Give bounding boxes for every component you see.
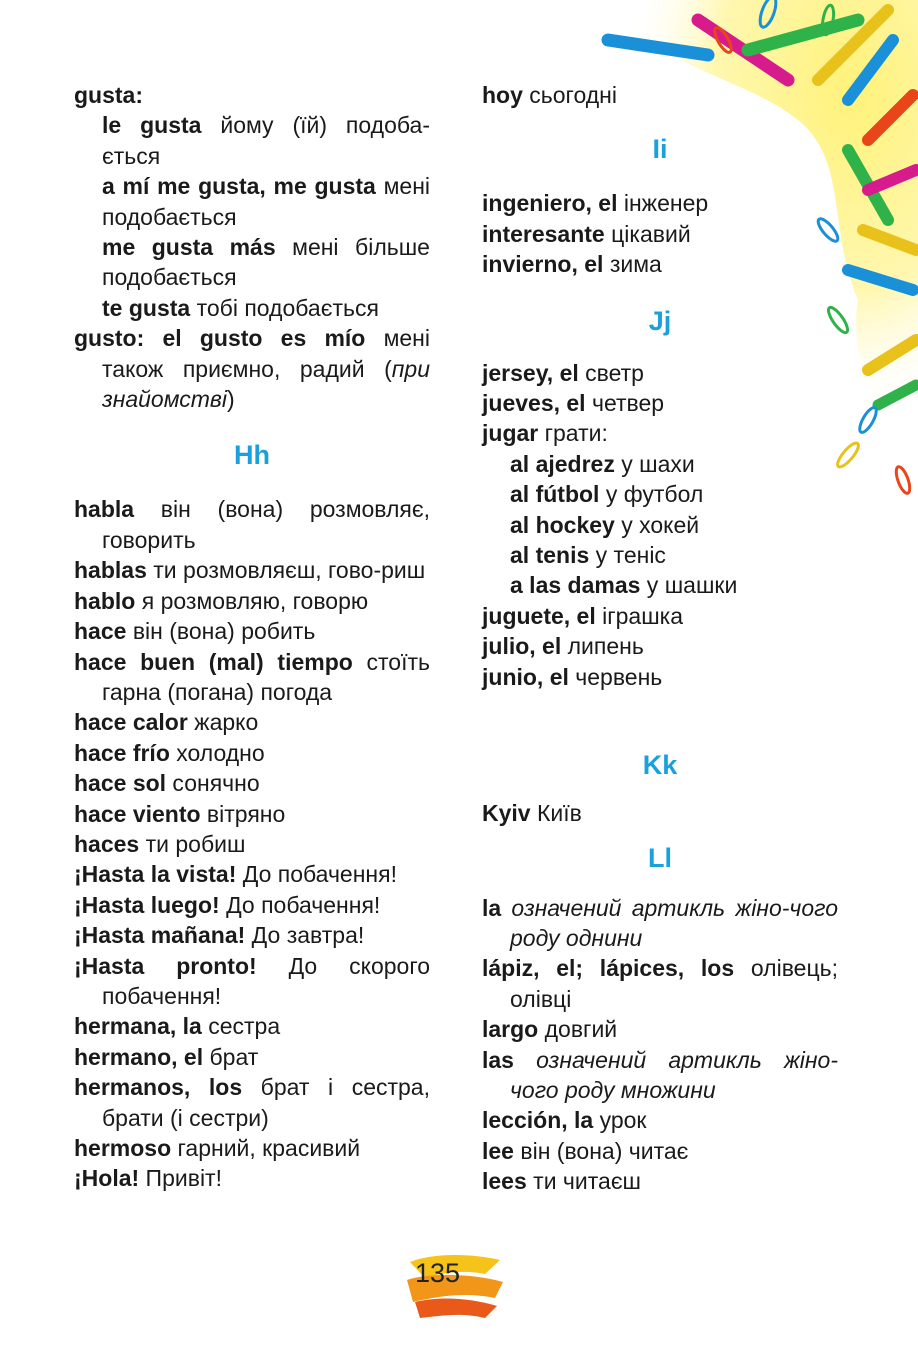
entry-headword: la <box>482 894 502 921</box>
dictionary-entry <box>482 798 838 828</box>
entry-headword: hablas <box>74 557 147 584</box>
entry-headword: ¡Hasta mañana! <box>74 922 246 949</box>
entry-headword: lees <box>482 1168 527 1195</box>
dictionary-entry <box>74 555 430 585</box>
dictionary-entry <box>482 1166 838 1196</box>
entry-translation: урок <box>593 1107 647 1134</box>
entry-translation: До побачення! <box>219 891 381 918</box>
entry-headword: hoy <box>482 82 523 108</box>
entry-headword: largo <box>482 1016 539 1043</box>
entry-headword: le gusta <box>102 112 202 139</box>
entry-translation: йому (їй) подоба-ється <box>102 112 430 169</box>
entries-h <box>74 494 430 1193</box>
section-heading-j: Jj <box>648 305 672 336</box>
dictionary-column-right <box>482 80 838 1197</box>
entry-headword: te gusta <box>102 294 191 321</box>
entry-translation: зима <box>603 251 662 278</box>
dictionary-entry <box>482 449 838 479</box>
entries-k <box>482 798 838 828</box>
entry-headword: ¡Hola! <box>74 1165 140 1192</box>
dictionary-entry <box>74 1011 430 1041</box>
dictionary-entry <box>74 829 430 859</box>
entry-headword: lee <box>482 1137 514 1164</box>
dictionary-entry <box>74 494 430 555</box>
dictionary-entry <box>74 951 430 1012</box>
entry-translation: четвер <box>585 390 665 417</box>
dictionary-entry <box>482 219 838 249</box>
dictionary-entry <box>482 1045 838 1106</box>
dictionary-entry <box>482 1014 838 1044</box>
section-heading-k: Kk <box>642 750 678 781</box>
entry-headword: a las damas <box>510 572 641 599</box>
entry-headword: interesante <box>482 220 605 247</box>
entry-note: означений артикль жіно-чого роду множини <box>510 1046 838 1103</box>
dictionary-column-left <box>74 80 430 1194</box>
dictionary-entry <box>482 893 838 954</box>
entry-translation: ти розмовляєш, гово-риш <box>146 557 426 584</box>
page-number-badge <box>405 1252 505 1322</box>
entry-headword: lección, la <box>482 1107 594 1134</box>
entry-translation: сонячно <box>166 770 260 797</box>
entry-headword: invierno, el <box>482 251 604 278</box>
dictionary-entry <box>482 570 838 600</box>
entries-l <box>482 893 838 1197</box>
dictionary-entry <box>482 479 838 509</box>
entry-headword: lápiz, el; lápices, los <box>482 955 735 982</box>
entry-translation: жарко <box>187 709 259 736</box>
entry-headword: hace buen (mal) tiempo <box>74 648 353 675</box>
entry-translation: мені подобається <box>102 173 431 230</box>
entry-translation: інженер <box>617 190 709 217</box>
entry-headword: habla <box>74 496 135 523</box>
dictionary-entry <box>74 1072 430 1133</box>
section-heading-h: Hh <box>234 440 270 471</box>
entry-translation: він (вона) читає <box>513 1137 689 1164</box>
page-number: 135 <box>415 1258 461 1288</box>
entry-translation: липень <box>561 633 644 660</box>
entry-translation: він (вона) робить <box>126 618 316 645</box>
entry-headword: hermanos, los <box>74 1074 243 1101</box>
entries-h-continued <box>482 80 838 110</box>
entry-headword: hace viento <box>74 800 201 827</box>
dictionary-entry <box>482 418 838 448</box>
entry-translation: сестра <box>201 1013 281 1040</box>
entry-translation: у теніс <box>589 542 666 569</box>
entry-translation: ти робиш <box>139 830 246 857</box>
entry-translation: До завтра! <box>245 922 365 949</box>
entry-headword: ingeniero, el <box>482 190 618 217</box>
entry-headword: al hockey <box>510 511 615 538</box>
dictionary-entry <box>74 110 430 171</box>
entry-translation: холодно <box>169 739 265 766</box>
entry-headword: ¡Hasta pronto! <box>74 952 257 979</box>
entry-translation: стоїть гарна (погана) погода <box>102 648 430 705</box>
entry-headword: Kyiv <box>482 800 531 827</box>
entry-headword: hermano, el <box>74 1043 204 1070</box>
entry-headword: hace <box>74 618 127 645</box>
entry-headword: julio, el <box>482 633 562 660</box>
entry-translation: він (вона) розмовляє, говорить <box>102 496 430 553</box>
entry-translation: ти читаєш <box>526 1168 642 1195</box>
dictionary-entry <box>74 586 430 616</box>
entry-note: при знайомстві <box>102 355 430 413</box>
entry-translation: Привіт! <box>139 1165 222 1192</box>
dictionary-entry <box>74 232 430 293</box>
dictionary-entry <box>482 1105 838 1135</box>
dictionary-entry <box>482 510 838 540</box>
dictionary-entry <box>482 953 838 1014</box>
dictionary-entry <box>74 1133 430 1163</box>
entry-headword: juguete, el <box>482 602 596 629</box>
entry-headword: jugar <box>482 420 539 447</box>
dictionary-entry <box>74 80 430 110</box>
entry-translation: іграшка <box>595 602 684 629</box>
entry-headword: a mí me gusta, me gusta <box>102 173 376 200</box>
entry-translation: светр <box>578 359 644 386</box>
dictionary-entry <box>74 171 430 232</box>
entries-i <box>482 188 838 279</box>
entry-translation: сьогодні <box>522 82 617 108</box>
dictionary-entry <box>74 323 430 414</box>
entry-headword: ¡Hasta luego! <box>74 891 220 918</box>
entry-headword: hace calor <box>74 709 188 736</box>
entries-g <box>74 80 430 414</box>
dictionary-entry <box>74 799 430 829</box>
entry-translation: у хокей <box>614 511 700 538</box>
entry-translation: вітряно <box>200 800 286 827</box>
entry-headword: haces <box>74 830 140 857</box>
dictionary-entry <box>74 890 430 920</box>
entry-headword: las <box>482 1046 514 1073</box>
section-heading-l: Ll <box>648 842 672 873</box>
entry-translation: брат <box>203 1043 259 1070</box>
entry-headword: gusto: el gusto es mío <box>74 325 366 352</box>
entry-translation: брат і сестра, брати (і сестри) <box>102 1074 430 1131</box>
entry-headword: ¡Hasta la vista! <box>74 861 237 888</box>
entry-translation: у шахи <box>614 450 695 477</box>
entry-translation: я розмовляю, говорю <box>135 587 369 614</box>
entry-translation: Київ <box>530 800 582 827</box>
dictionary-entry <box>74 920 430 950</box>
dictionary-entry <box>74 616 430 646</box>
dictionary-entry <box>74 707 430 737</box>
entry-translation: цікавий <box>604 220 691 247</box>
entry-translation: До побачення! <box>236 861 397 888</box>
entry-headword: hermoso <box>74 1135 172 1161</box>
dictionary-entry <box>482 388 838 418</box>
dictionary-entry <box>74 647 430 708</box>
entry-headword: hace frío <box>74 739 170 766</box>
entry-translation: червень <box>568 663 663 690</box>
entry-headword: junio, el <box>482 663 569 690</box>
entry-translation: грати: <box>538 420 608 447</box>
entries-j <box>482 358 838 692</box>
dictionary-entry <box>74 859 430 889</box>
entry-headword: jersey, el <box>482 359 579 386</box>
entry-translation: мені також приємно, радий ( <box>102 325 430 382</box>
entry-headword: gusta: <box>74 82 143 108</box>
dictionary-entry <box>482 188 838 218</box>
dictionary-entry <box>74 1042 430 1072</box>
dictionary-entry <box>482 601 838 631</box>
section-heading-i: Ii <box>652 134 668 165</box>
entry-translation: у шашки <box>640 572 738 599</box>
dictionary-entry <box>482 540 838 570</box>
dictionary-entry <box>482 358 838 388</box>
entry-translation: мені більше подобається <box>102 234 430 291</box>
dictionary-entry <box>74 1163 430 1193</box>
entry-headword: jueves, el <box>482 390 586 417</box>
entry-translation: у футбол <box>599 481 704 508</box>
dictionary-entry <box>74 738 430 768</box>
entry-headword: al ajedrez <box>510 450 615 477</box>
dictionary-entry <box>482 631 838 661</box>
entry-translation: гарний, красивий <box>171 1135 361 1161</box>
entry-headword: hablo <box>74 587 136 614</box>
dictionary-entry <box>482 249 838 279</box>
entry-note: означений артикль жіно-чого роду однини <box>501 894 838 951</box>
entry-headword: me gusta más <box>102 234 276 261</box>
entry-headword: hace sol <box>74 770 167 797</box>
dictionary-entry <box>74 768 430 798</box>
entry-translation: До скорого побачення! <box>102 952 430 1009</box>
dictionary-entry <box>482 80 838 110</box>
entry-translation: тобі подобається <box>190 294 379 321</box>
dictionary-entry <box>482 1136 838 1166</box>
entry-headword: al tenis <box>510 542 590 569</box>
entry-translation: олівець; олівці <box>510 955 838 1012</box>
dictionary-entry <box>74 293 430 323</box>
entry-translation: довгий <box>538 1016 618 1043</box>
entry-headword: hermana, la <box>74 1013 202 1040</box>
dictionary-entry <box>482 662 838 692</box>
entry-headword: al fútbol <box>510 481 600 508</box>
entry-translation-end: ) <box>227 386 235 413</box>
